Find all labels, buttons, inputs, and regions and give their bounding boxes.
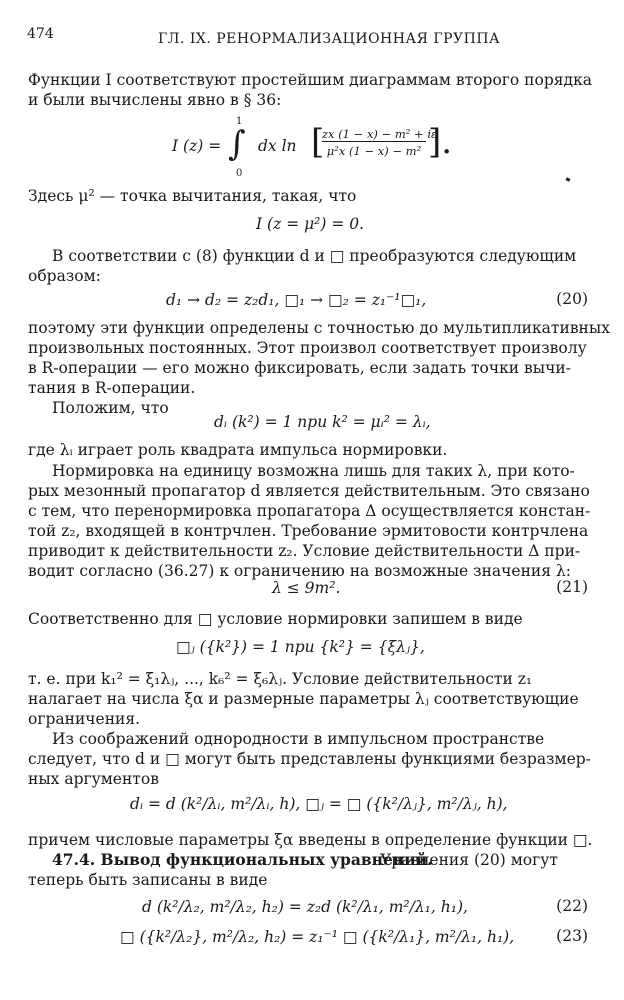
equation-22: d (k²/λ₂, m²/λ₂, h₂) = z₂d (k²/λ₁, m²/λ₁, h₁), xyxy=(142,898,468,916)
equation-homogeneity: dᵢ = d (k²/λᵢ, m²/λᵢ, h), □ⱼ = □ ({k²/λⱼ}, m²/λⱼ, h), xyxy=(130,795,508,813)
equation-number-21: (21) xyxy=(556,578,588,596)
paragraph-line: ных аргументов xyxy=(28,770,159,788)
integral-sign: ∫ xyxy=(228,124,246,164)
integral-upper-limit: 1 xyxy=(236,116,243,127)
paragraph-line: причем числовые параметры ξα введены в определение функции □. xyxy=(28,831,593,849)
paragraph-line: следует, что d и □ могут быть представлены функциями безразмер- xyxy=(28,750,591,768)
paragraph-line: теперь быть записаны в виде xyxy=(28,871,268,889)
paragraph-line: ограничения. xyxy=(28,710,141,728)
paragraph-line: той z₂, входящей в контрчлен. Требование эрмитовости контрчлена xyxy=(28,522,589,540)
paragraph-line: Из соображений однородности в импульсном пространстве xyxy=(52,730,545,748)
paragraph-line: Положим, что xyxy=(52,399,169,417)
equation-lhs: I (z) = xyxy=(172,137,222,155)
paragraph-line: В соответствии с (8) функции d и □ преобразуются следующим xyxy=(52,247,577,265)
paragraph-line: где λᵢ играет роль квадрата импульса нормировки. xyxy=(28,441,448,459)
ink-speck xyxy=(566,177,571,181)
paragraph-line: приводит к действительности z₂. Условие действительности Δ при- xyxy=(28,542,581,560)
fraction-numerator: zx (1 − x) − m² + iε xyxy=(322,127,438,141)
paragraph-line: рых мезонный пропагатор d является действительным. Это связано xyxy=(28,482,590,500)
paragraph-line: образом: xyxy=(28,267,101,285)
paragraph-line: Нормировка на единицу возможна лишь для таких λ, при кото- xyxy=(52,462,575,480)
equation-21: λ ≤ 9m². xyxy=(272,579,341,597)
paragraph-line: произвольных постоянных. Этот произвол соответствует произволу xyxy=(28,339,587,357)
paragraph-line: поэтому эти функции определены с точностью до мультипликативных xyxy=(28,319,610,337)
paragraph-line: и были вычислены явно в § 36: xyxy=(28,91,282,109)
paragraph-line: в R-операции — его можно фиксировать, если задать точки вычи- xyxy=(28,359,571,377)
left-bracket: [ xyxy=(311,122,325,162)
paragraph-line: Соответственно для □ условие нормировки запишем в виде xyxy=(28,610,523,628)
equation-20: d₁ → d₂ = z₂d₁, □₁ → □₂ = z₁⁻¹□₁, xyxy=(166,291,427,309)
page-number: 474 xyxy=(27,26,54,42)
paragraph-line: Здесь μ² — точка вычитания, такая, что xyxy=(28,187,357,205)
equation-normalization: dᵢ (k²) = 1 при k² = μᵢ² = λᵢ, xyxy=(214,413,431,431)
paragraph-line: Уравнения (20) могут xyxy=(380,851,558,869)
section-title: 47.4. Вывод функциональных уравнений. xyxy=(52,850,433,869)
fraction-denominator: μ²x (1 − x) − m² xyxy=(326,144,422,158)
equation-number-23: (23) xyxy=(556,927,588,945)
equation-23: □ ({k²/λ₂}, m²/λ₂, h₂) = z₁⁻¹ □ ({k²/λ₁}, m²/λ₁, h₁), xyxy=(120,928,515,946)
paragraph-line: т. е. при k₁² = ξ₁λⱼ, ..., k₆² = ξ₆λⱼ. Условие действительности z₁ xyxy=(28,670,533,688)
right-bracket: ]. xyxy=(428,122,453,162)
paragraph-line: водит согласно (36.27) к ограничению на возможные значения λ: xyxy=(28,562,571,580)
paragraph-line: налагает на числа ξα и размерные параметры λⱼ соответствующие xyxy=(28,690,579,708)
equation-number-22: (22) xyxy=(556,897,588,915)
integral-lower-limit: 0 xyxy=(236,168,243,179)
equation-dx-ln: dx ln xyxy=(258,137,297,155)
paragraph-line: тания в R-операции. xyxy=(28,379,196,397)
equation-number-20: (20) xyxy=(556,290,588,308)
equation-box-normalization: □ⱼ ({k²}) = 1 при {k²} = {ξλⱼ}, xyxy=(176,638,425,656)
paragraph-line: с тем, что перенормировка пропагатора Δ осуществляется констан- xyxy=(28,502,591,520)
paragraph-line: Функции I соответствуют простейшим диаграммам второго порядка xyxy=(28,71,593,89)
running-title: ГЛ. IX. РЕНОРМАЛИЗАЦИОННАЯ ГРУППА xyxy=(158,31,501,47)
equation-subtraction: I (z = μ²) = 0. xyxy=(256,215,365,233)
